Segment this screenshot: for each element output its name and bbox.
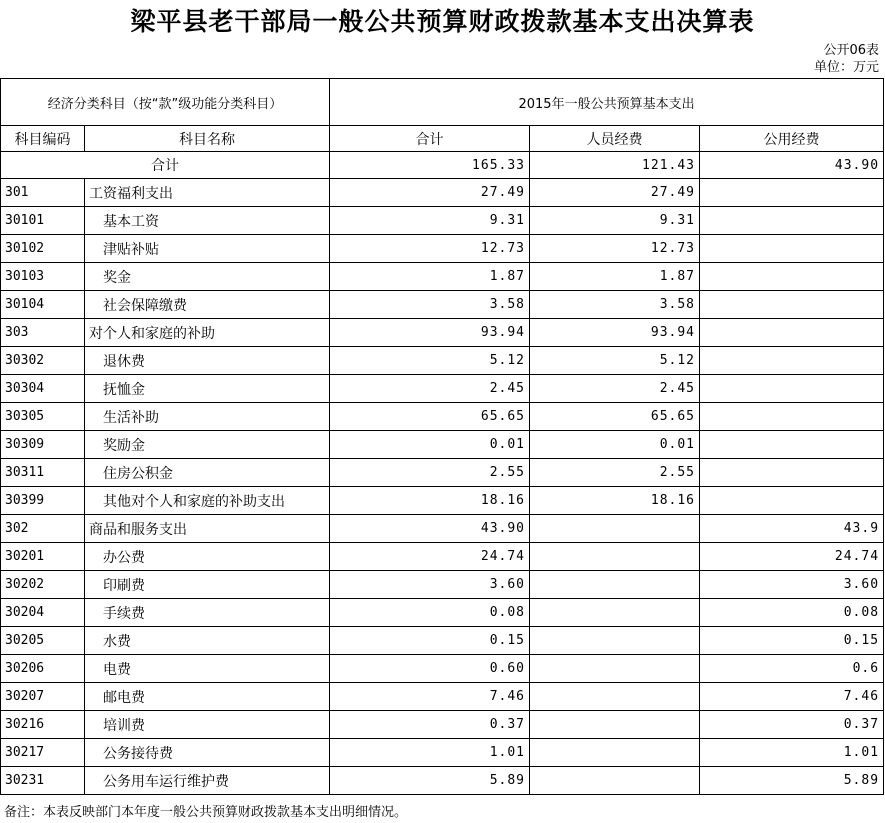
- total-amount-cell: 2.55: [330, 459, 530, 487]
- header-row-2: [1, 126, 884, 152]
- public-amount-cell: [700, 291, 884, 319]
- table-row: [1, 543, 884, 571]
- table-row: [1, 347, 884, 375]
- subject-code-cell: 30309: [1, 431, 85, 459]
- form-code: 公开06表: [823, 43, 879, 58]
- public-amount-cell: 3.60: [700, 571, 884, 599]
- subject-name-cell: 水费: [85, 627, 330, 655]
- table-row: [1, 683, 884, 711]
- col-personnel-header: 人员经费: [530, 126, 700, 152]
- col-public-header: 公用经费: [700, 126, 884, 152]
- public-amount-cell: 5.89: [700, 767, 884, 795]
- col-total-header: 合计: [330, 126, 530, 152]
- total-amount-cell: 1.87: [330, 263, 530, 291]
- personnel-amount-cell: 2.55: [530, 459, 700, 487]
- personnel-amount-cell: 5.12: [530, 347, 700, 375]
- subject-code-cell: 30101: [1, 207, 85, 235]
- table-row: [1, 207, 884, 235]
- total-amount-cell: 27.49: [330, 179, 530, 207]
- table-row: [1, 319, 884, 347]
- personnel-amount-cell: 65.65: [530, 403, 700, 431]
- subject-name-cell: 办公费: [85, 543, 330, 571]
- total-amount-cell: 0.01: [330, 431, 530, 459]
- total-amount-cell: 0.37: [330, 711, 530, 739]
- econ-class-header: 经济分类科目（按“款”级功能分类科目）: [1, 79, 330, 126]
- total-amount-cell: 43.90: [330, 515, 530, 543]
- subject-name-cell: 培训费: [85, 711, 330, 739]
- personnel-amount-cell: 27.49: [530, 179, 700, 207]
- public-amount-cell: [700, 431, 884, 459]
- table-row: [1, 459, 884, 487]
- subject-code-cell: 30399: [1, 487, 85, 515]
- subject-code-cell: 30104: [1, 291, 85, 319]
- total-amount-cell: 3.58: [330, 291, 530, 319]
- subject-code-cell: 30201: [1, 543, 85, 571]
- table-row: [1, 375, 884, 403]
- total-amount-cell: 9.31: [330, 207, 530, 235]
- personnel-amount-cell: 1.87: [530, 263, 700, 291]
- subject-name-cell: 对个人和家庭的补助: [85, 319, 330, 347]
- subject-name-cell: 印刷费: [85, 571, 330, 599]
- table-row: [1, 515, 884, 543]
- subject-name-cell: 社会保障缴费: [85, 291, 330, 319]
- public-amount-cell: [700, 319, 884, 347]
- public-amount-cell: [700, 235, 884, 263]
- subject-code-cell: 302: [1, 515, 85, 543]
- personnel-amount-cell: 12.73: [530, 235, 700, 263]
- report-title: 梁平县老干部局一般公共预算财政拨款基本支出决算表: [130, 7, 755, 36]
- subject-name-cell: 基本工资: [85, 207, 330, 235]
- subject-name-cell: 住房公积金: [85, 459, 330, 487]
- table-row: [1, 739, 884, 767]
- subject-name-cell: 生活补助: [85, 403, 330, 431]
- personnel-amount-cell: [530, 683, 700, 711]
- personnel-amount-cell: 93.94: [530, 319, 700, 347]
- public-amount-cell: [700, 347, 884, 375]
- subject-code-cell: 303: [1, 319, 85, 347]
- public-amount-cell: 0.6: [700, 655, 884, 683]
- subject-name-cell: 奖励金: [85, 431, 330, 459]
- subject-code-cell: 30103: [1, 263, 85, 291]
- table-row: [1, 179, 884, 207]
- public-amount-cell: [700, 403, 884, 431]
- subject-code-cell: 30217: [1, 739, 85, 767]
- header-row-1: [1, 79, 884, 126]
- table-row: [1, 403, 884, 431]
- table-row: [1, 627, 884, 655]
- public-amount-cell: [700, 459, 884, 487]
- subject-name-cell: 商品和服务支出: [85, 515, 330, 543]
- table-row: [1, 655, 884, 683]
- subject-code-cell: 30205: [1, 627, 85, 655]
- personnel-amount-cell: [530, 571, 700, 599]
- table-row: [1, 431, 884, 459]
- personnel-amount-cell: 2.45: [530, 375, 700, 403]
- personnel-amount-cell: 18.16: [530, 487, 700, 515]
- col-name-header: 科目名称: [85, 126, 330, 152]
- subject-name-cell: 奖金: [85, 263, 330, 291]
- subject-code-cell: 30102: [1, 235, 85, 263]
- public-amount-cell: 1.01: [700, 739, 884, 767]
- public-amount-cell: 24.74: [700, 543, 884, 571]
- public-amount-cell: 0.08: [700, 599, 884, 627]
- total-amount-cell: 7.46: [330, 683, 530, 711]
- public-amount-cell: [700, 375, 884, 403]
- table-row: [1, 571, 884, 599]
- subject-code-cell: 30207: [1, 683, 85, 711]
- personnel-amount-cell: 9.31: [530, 207, 700, 235]
- personnel-amount-cell: [530, 655, 700, 683]
- subject-name-cell: 邮电费: [85, 683, 330, 711]
- subject-code-cell: 301: [1, 179, 85, 207]
- subject-name-cell: 公务接待费: [85, 739, 330, 767]
- public-amount-cell: [700, 487, 884, 515]
- personnel-amount-cell: 3.58: [530, 291, 700, 319]
- personnel-amount-cell: [530, 739, 700, 767]
- total-amount-cell: 3.60: [330, 571, 530, 599]
- subject-code-cell: 30304: [1, 375, 85, 403]
- total-amount-cell: 65.65: [330, 403, 530, 431]
- subject-name-cell: 公务用车运行维护费: [85, 767, 330, 795]
- subject-code-cell: 30231: [1, 767, 85, 795]
- subject-code-cell: 30305: [1, 403, 85, 431]
- public-amount-cell: [700, 263, 884, 291]
- personnel-amount-cell: [530, 711, 700, 739]
- subject-name-cell: 工资福利支出: [85, 179, 330, 207]
- subject-code-cell: 30204: [1, 599, 85, 627]
- subject-code-cell: 30302: [1, 347, 85, 375]
- subject-name-cell: 手续费: [85, 599, 330, 627]
- table-row: [1, 235, 884, 263]
- subject-name-cell: 其他对个人和家庭的补助支出: [85, 487, 330, 515]
- public-amount-cell: 43.9: [700, 515, 884, 543]
- total-amount-cell: 2.45: [330, 375, 530, 403]
- table-row: [1, 291, 884, 319]
- table-row: [1, 487, 884, 515]
- subject-name-cell: 电费: [85, 655, 330, 683]
- unit-label: 单位：万元: [813, 60, 879, 75]
- personnel-amount-cell: [530, 627, 700, 655]
- table-row: [1, 263, 884, 291]
- total-personnel: 121.43: [530, 152, 700, 179]
- subject-code-cell: 30216: [1, 711, 85, 739]
- total-amount-cell: 93.94: [330, 319, 530, 347]
- personnel-amount-cell: [530, 543, 700, 571]
- personnel-amount-cell: [530, 515, 700, 543]
- public-amount-cell: 7.46: [700, 683, 884, 711]
- total-amount-cell: 18.16: [330, 487, 530, 515]
- total-row: [1, 152, 884, 179]
- personnel-amount-cell: [530, 767, 700, 795]
- total-amount-cell: 0.15: [330, 627, 530, 655]
- total-amount-cell: 12.73: [330, 235, 530, 263]
- subject-name-cell: 抚恤金: [85, 375, 330, 403]
- total-amount-cell: 0.08: [330, 599, 530, 627]
- total-amount-cell: 24.74: [330, 543, 530, 571]
- personnel-amount-cell: 0.01: [530, 431, 700, 459]
- subject-name-cell: 津贴补贴: [85, 235, 330, 263]
- subject-name-cell: 退休费: [85, 347, 330, 375]
- budget-header: 2015年一般公共预算基本支出: [330, 79, 884, 126]
- public-amount-cell: [700, 179, 884, 207]
- expenditure-table: [0, 78, 884, 795]
- subject-code-cell: 30202: [1, 571, 85, 599]
- public-amount-cell: [700, 207, 884, 235]
- col-code-header: 科目编码: [1, 126, 85, 152]
- total-amount: 165.33: [330, 152, 530, 179]
- public-amount-cell: 0.37: [700, 711, 884, 739]
- total-amount-cell: 5.89: [330, 767, 530, 795]
- total-public: 43.90: [700, 152, 884, 179]
- total-label: 合计: [1, 152, 330, 179]
- total-amount-cell: 1.01: [330, 739, 530, 767]
- personnel-amount-cell: [530, 599, 700, 627]
- public-amount-cell: 0.15: [700, 627, 884, 655]
- table-row: [1, 711, 884, 739]
- subject-code-cell: 30206: [1, 655, 85, 683]
- total-amount-cell: 5.12: [330, 347, 530, 375]
- subject-code-cell: 30311: [1, 459, 85, 487]
- table-row: [1, 599, 884, 627]
- footnote: 备注：本表反映部门本年度一般公共预算财政拨款基本支出明细情况。: [4, 805, 408, 820]
- table-row: [1, 767, 884, 795]
- total-amount-cell: 0.60: [330, 655, 530, 683]
